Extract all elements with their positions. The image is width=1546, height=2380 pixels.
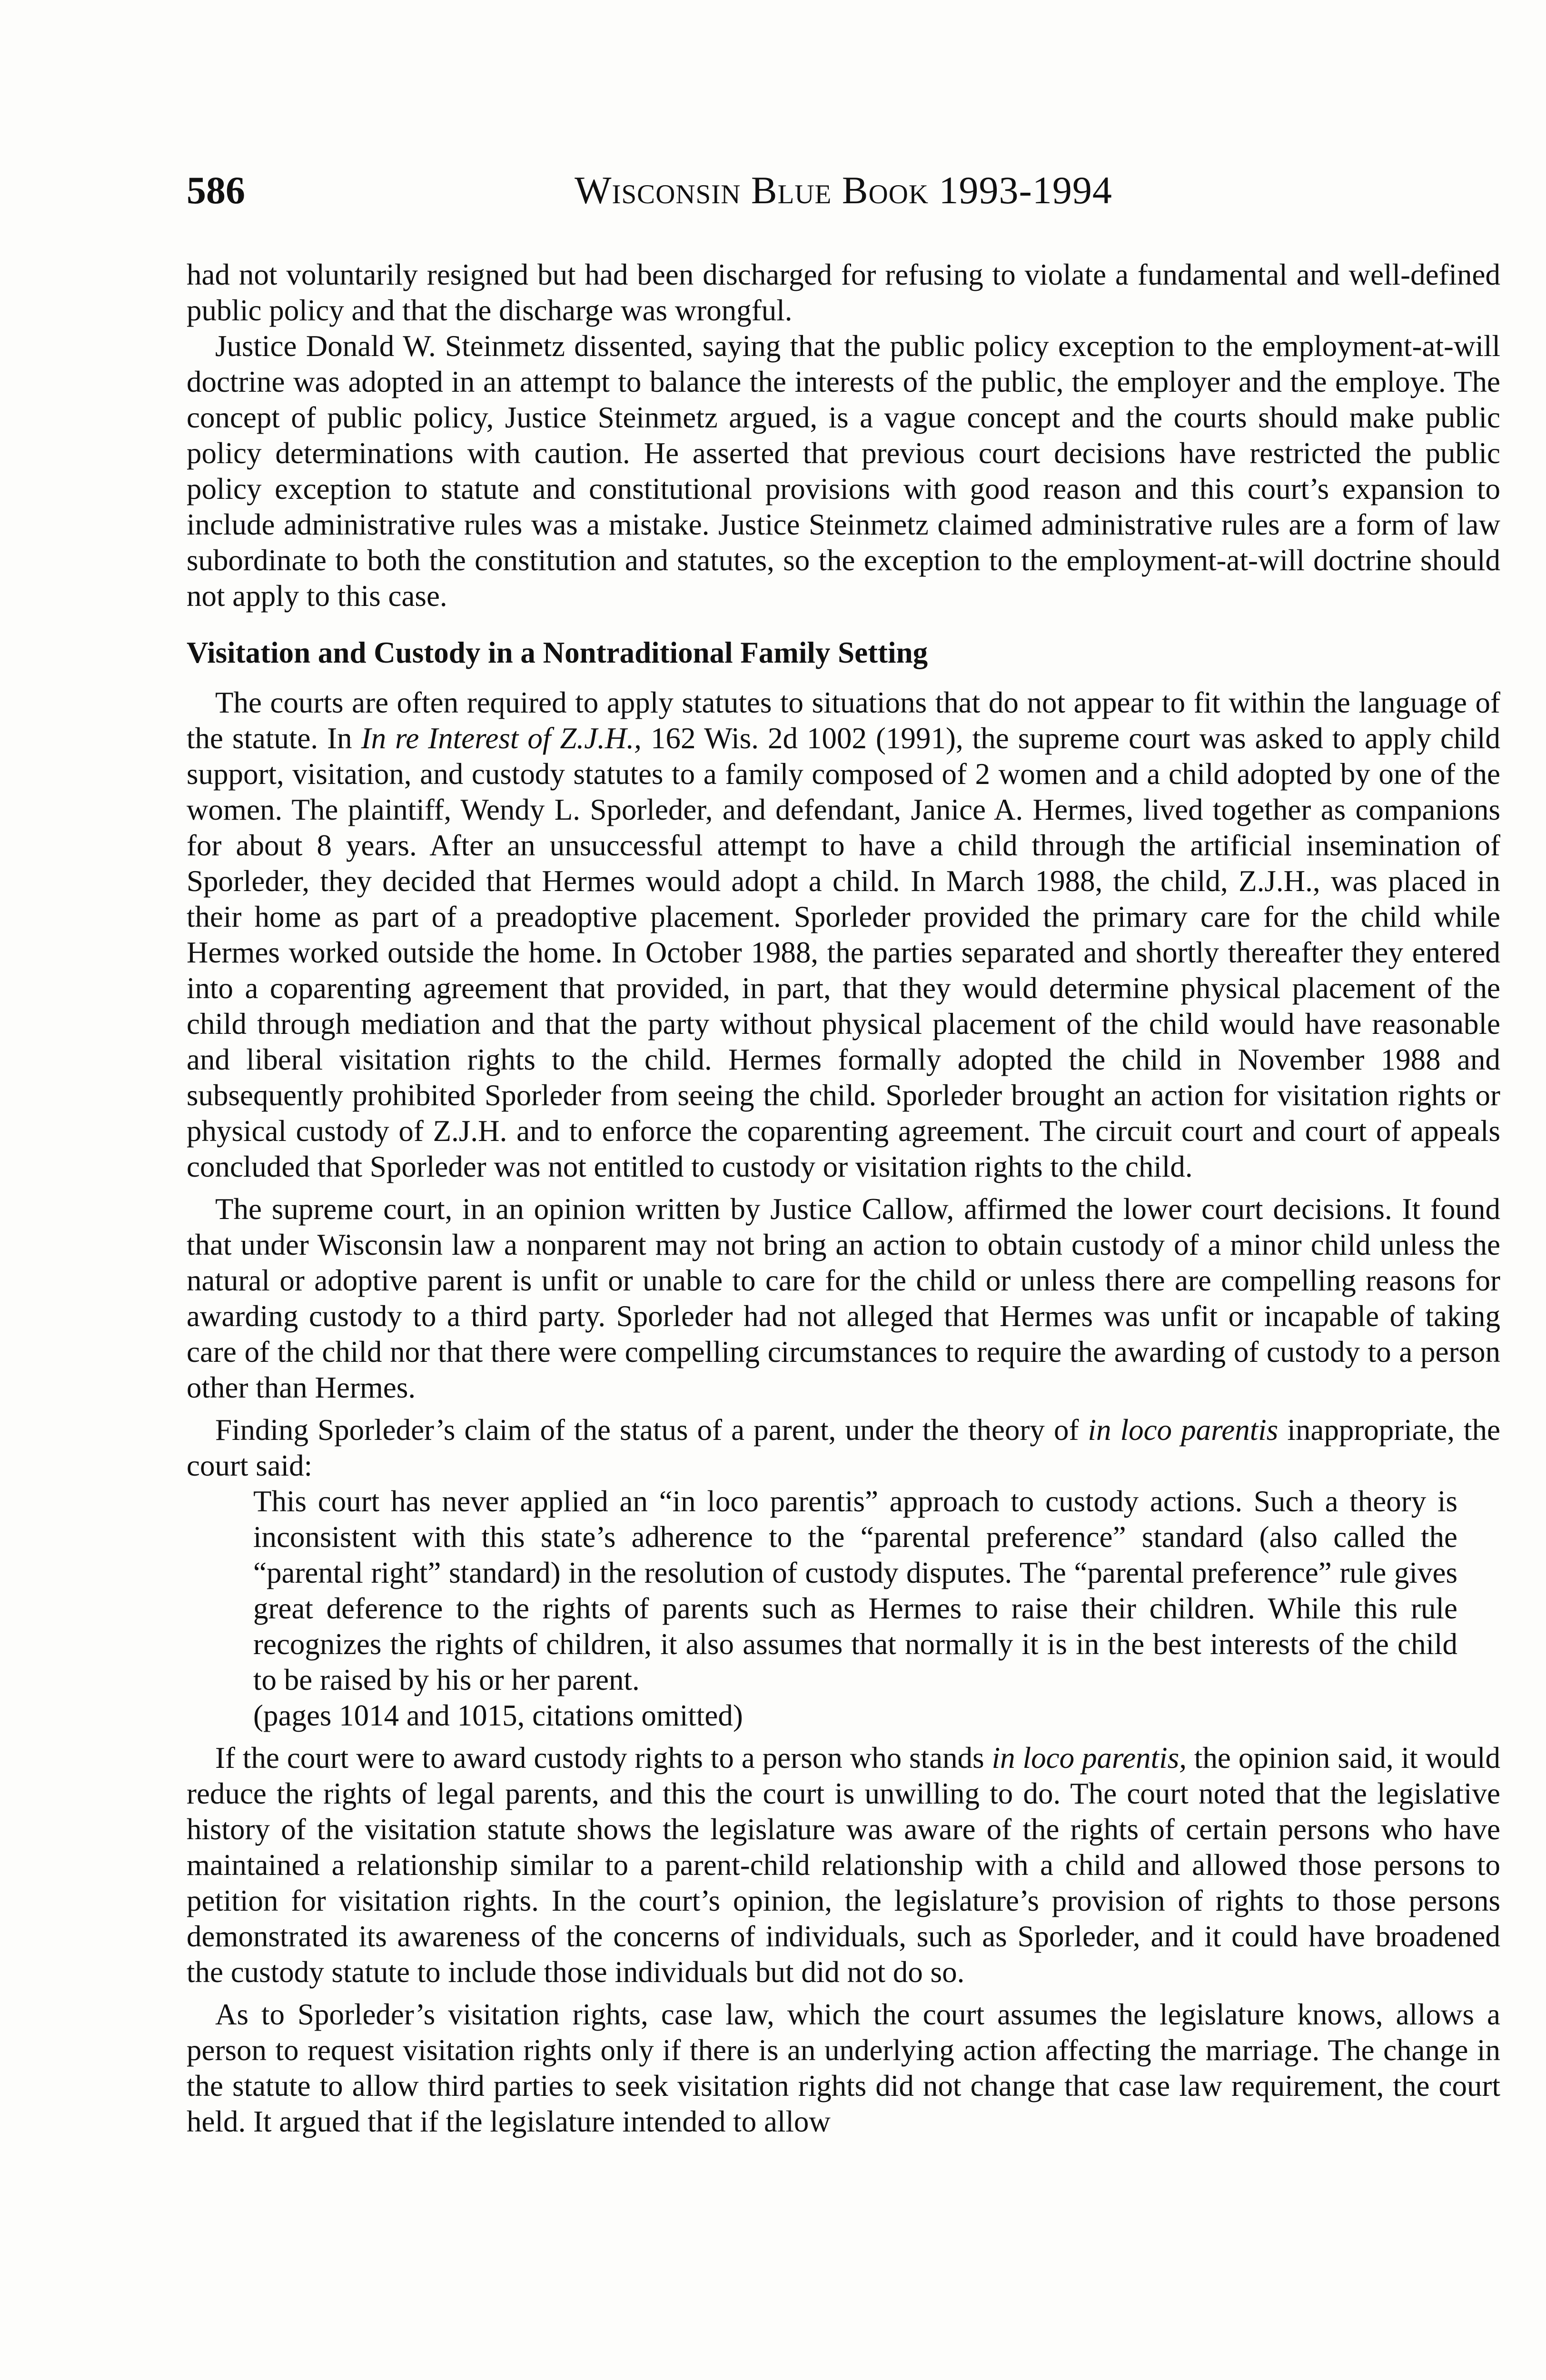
paragraph-visitation-rights: As to Sporleder’s visitation rights, case law, which the court assumes the legislature knows, allows a person to request visitation rights only if there is an underlying action affecting the marriage. The change in the statute to allow third parties to seek visitation rights did not change that case law requirement, the court held. It argued that if the legislature intended to allow [187,1998,1500,2138]
paragraph-custody-rights [187,1740,1500,1990]
page-header [187,162,1500,219]
case-citation: In re Interest of Z.J.H., [361,722,642,755]
paragraph-case-intro [187,685,1500,1185]
paragraph-in-loco-parentis [187,1412,1500,1484]
in-loco-text-a: Finding Sporleder’s claim of the status of a parent, under the theory of [215,1413,1088,1447]
custody-text-b: the opinion said, it would reduce the rights of legal parents, and this the court is unwilling to do. The court noted that the legislative history of the visitation statute shows the legislature was aware of the rights of certain persons who have maintained a relationship similar to a parent-child relationship with a child and allowed those persons to petition for visitation rights. In the court’s opinion, the legislature’s provision of rights to those persons demonstrated its awareness of the concerns of individuals, such as Sporleder, and it could have broadened the custody statute to include those individuals but did not do so. [187,1741,1501,1989]
block-quote [253,1484,1457,1734]
custody-text-a: If the court were to award custody rights to a person who stands [215,1741,992,1775]
quote-citation: (pages 1014 and 1015, citations omitted) [253,1699,743,1732]
section-heading: Visitation and Custody in a Nontraditional Family Setting [187,636,928,669]
paragraph-continuation: had not voluntarily resigned but had been discharged for refusing to violate a fundamental and well-defined public policy and that the discharge was wrongful. [187,258,1500,327]
paragraph-supreme-court: The supreme court, in an opinion written by Justice Callow, affirmed the lower court decisions. It found that under Wisconsin law a nonparent may not bring an action to obtain custody of a minor child unless the natural or adoptive parent is unfit or unable to care for the child or unless there are compelling reasons for awarding custody to a third party. Sporleder had not alleged that Hermes was unfit or incapable of taking care of the child nor that there were compelling circumstances to require the awarding of custody to a person other than Hermes. [187,1192,1500,1404]
custody-italic: in loco parentis, [991,1741,1187,1775]
quote-text: This court has never applied an “in loco parentis” approach to custody actions. Such a theory is inconsistent with this state’s adherence to the “parental preference” standard (also called the “parental right” standard) in the resolution of custody disputes. The “parental preference” rule gives great deference to the rights of parents such as Hermes to raise their children. While this rule recognizes the rights of children, it also assumes that normally it is in the best interests of the child to be raised by his or her parent. [253,1485,1457,1696]
page-number: 586 [187,169,245,212]
case-intro-text-a: The courts are often required to apply statutes to situations that do not appear to fit within the language of the statute. In [187,686,1500,755]
in-loco-text-b: inappropriate, the court said: [187,1413,1501,1482]
body-text [187,257,1500,2140]
paragraph-dissent: Justice Donald W. Steinmetz dissented, saying that the public policy exception to the employment-at-will doctrine was adopted in an attempt to balance the interests of the public, the employer and the employe. The concept of public policy, Justice Steinmetz argued, is a vague concept and the courts should make public policy determinations with caution. He asserted that previous court decisions have restricted the public policy exception to statute and constitutional provisions with good reason and this court’s expansion to include administrative rules was a mistake. Justice Steinmetz claimed administrative rules are a form of law subordinate to both the constitution and statutes, so the exception to the employment-at-will doctrine should not apply to this case. [187,329,1500,613]
case-intro-text-b: 162 Wis. 2d 1002 (1991), the supreme court was asked to apply child support, visitation, and custody statutes to a family composed of 2 women and a child adopted by one of the women. The plaintiff, Wendy L. Sporleder, and defendant, Janice A. Hermes, lived together as companions for about 8 years. After an unsuccessful attempt to have a child through the artificial insemination of Sporleder, they decided that Hermes would adopt a child. In March 1988, the child, Z.J.H., was placed in their home as part of a preadoptive placement. Sporleder provided the primary care for the child while Hermes worked outside the home. In October 1988, the parties separated and shortly thereafter they entered into a coparenting agreement that provided, in part, that they would determine physical placement of the child through mediation and that the party without physical placement of the child would have reasonable and liberal visitation rights to the child. Hermes formally adopted the child in November 1988 and subsequently prohibited Sporleder from seeing the child. Sporleder brought an action for visitation rights or physical custody of Z.J.H. and to enforce the coparenting agreement. The circuit court and court of appeals concluded that Sporleder was not entitled to custody or visitation rights to the child. [187,722,1500,1183]
in-loco-italic: in loco parentis [1088,1413,1278,1447]
running-title: Wisconsin Blue Book 1993-1994 [575,169,1112,212]
